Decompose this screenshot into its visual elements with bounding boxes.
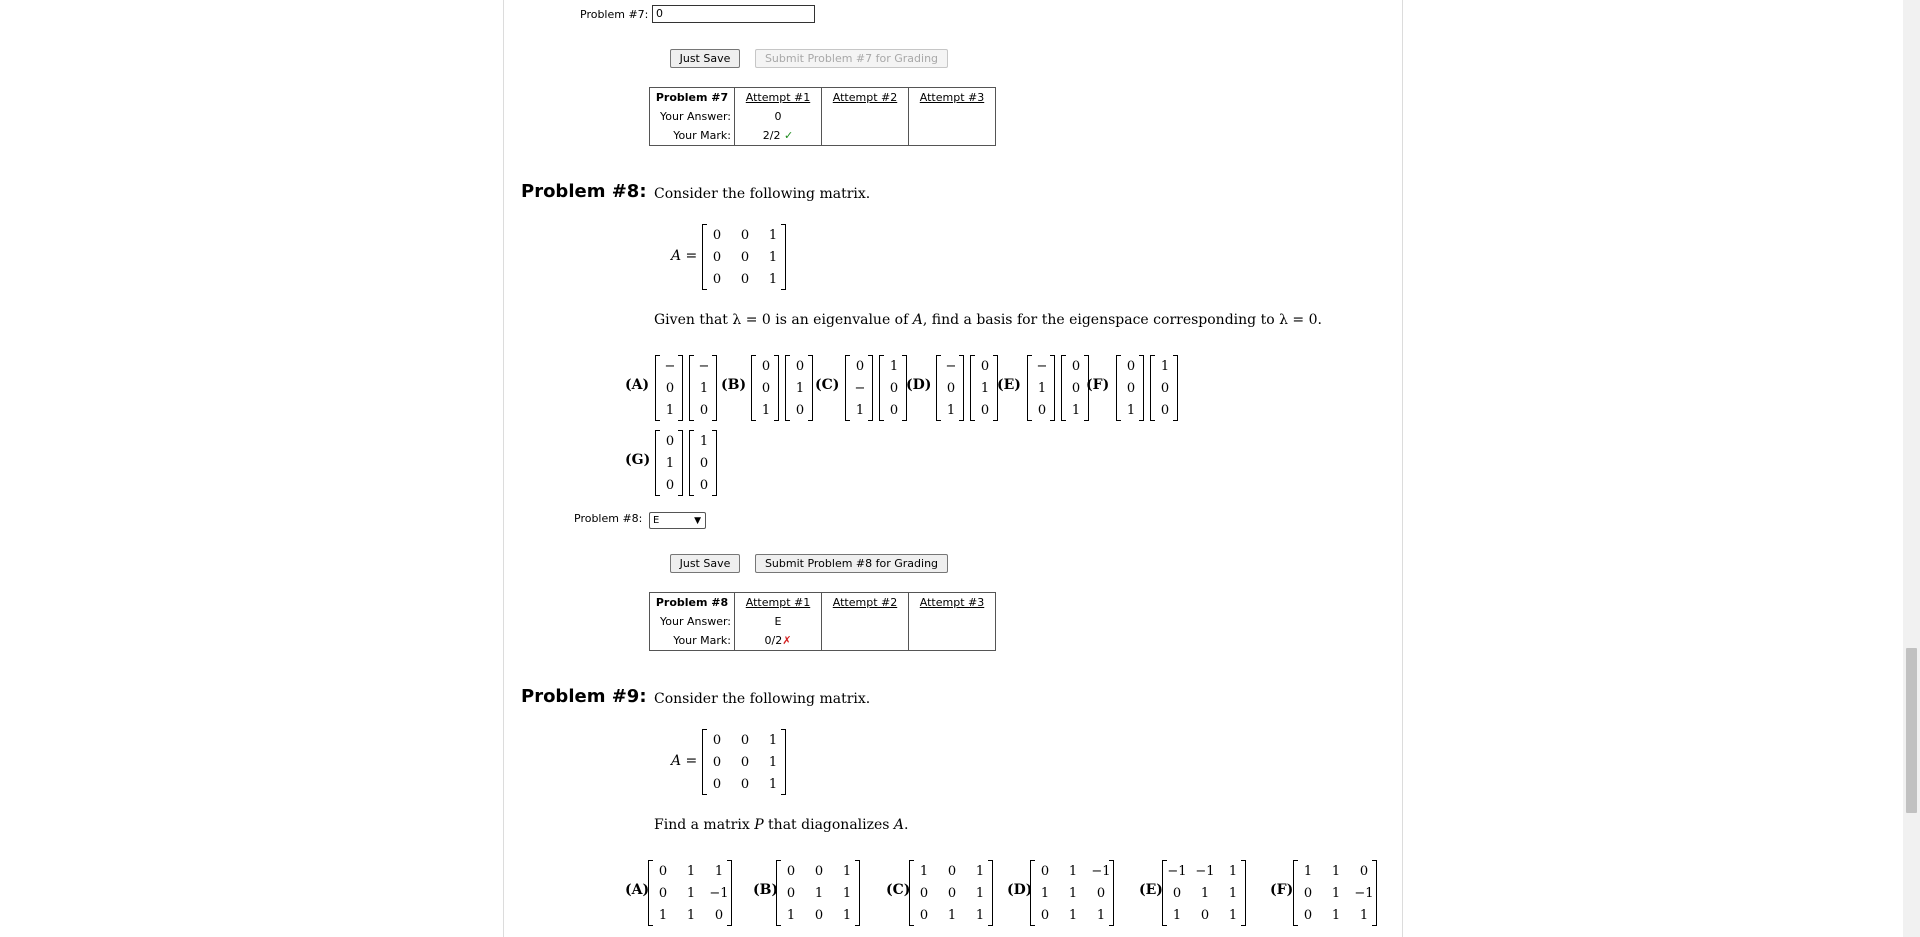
p9.options.0.matrix-cell: 1	[714, 863, 724, 879]
p7-your-answer-label: Your Answer:	[659, 110, 731, 123]
p8-answer-select[interactable]	[649, 512, 706, 529]
p8.options.5.vectors.1-cell: 0	[1160, 380, 1170, 396]
p9.options.5.matrix-cell: 0	[1359, 863, 1369, 879]
p9-option-label: (D)	[1007, 882, 1033, 898]
p8.options.2.vectors.1-cell: 0	[889, 380, 899, 396]
p8-attempt-1-link[interactable]: Attempt #1	[745, 596, 811, 609]
p8-attempt-2-link[interactable]: Attempt #2	[832, 596, 898, 609]
p8.matrix-cell: 1	[768, 227, 778, 243]
p8-attempts-table	[649, 592, 996, 651]
p8.matrix-cell: 1	[768, 249, 778, 265]
p8-select-label: Problem #8:	[574, 512, 643, 525]
p8.options.0.vectors.0-cell: 0	[665, 380, 675, 396]
p8.options.3.vectors.1-cell: 0	[980, 358, 990, 374]
p9.options.5.matrix-cell: 0	[1303, 907, 1313, 923]
p8.matrix-cell: 0	[740, 227, 750, 243]
p8.options.5.vectors.1-cell: 0	[1160, 402, 1170, 418]
p8.options.5.vectors.0-cell: 0	[1126, 358, 1136, 374]
p9.options.2.matrix-cell: 1	[919, 863, 929, 879]
p7-attempt-1-mark	[735, 126, 821, 145]
p9.options.4.matrix-cell: 1	[1228, 863, 1238, 879]
p9-intro: Consider the following matrix.	[654, 691, 871, 707]
p8-option-vector	[845, 355, 873, 421]
p9.options.4.matrix-cell: 1	[1228, 907, 1238, 923]
p9.options.2.matrix-cell: 0	[947, 863, 957, 879]
p9.matrix-cell: 0	[712, 732, 722, 748]
p9.options.2.matrix-cell: 0	[947, 885, 957, 901]
p8.options.0.vectors.1-cell: −	[698, 358, 710, 374]
p9.options.0.matrix-cell: 1	[686, 885, 696, 901]
p8-option-vector	[879, 355, 907, 421]
p9.options.0.matrix-cell: 0	[658, 885, 668, 901]
p8.options.5.vectors.0-cell: 0	[1126, 380, 1136, 396]
p9-option-label: (F)	[1270, 882, 1294, 898]
p9-question-pre: Find a matrix	[654, 817, 755, 833]
p9-option-matrix	[1293, 860, 1377, 926]
p8.options.0.vectors.1-cell: 1	[699, 380, 709, 396]
p9.matrix-cell: 0	[740, 754, 750, 770]
p8-option-vector	[1061, 355, 1089, 421]
p7-table-title: Problem #7	[655, 91, 729, 104]
p8.options.3.vectors.1-cell: 0	[980, 402, 990, 418]
p8.options.6.vectors.1-cell: 0	[699, 477, 709, 493]
p8.options.2.vectors.0-cell: 1	[855, 402, 865, 418]
p9.options.3.matrix-cell: 1	[1068, 863, 1078, 879]
p8-your-answer-label: Your Answer:	[659, 615, 731, 628]
p9.options.5.matrix-cell: 1	[1359, 907, 1369, 923]
p9-matrix	[702, 729, 786, 795]
p9.options.3.matrix-cell: 0	[1096, 885, 1106, 901]
p8-option-label: (D)	[906, 377, 932, 393]
p9.options.3.matrix-cell: 1	[1068, 885, 1078, 901]
p9.options.4.matrix-cell: 0	[1172, 885, 1182, 901]
p8.options.0.vectors.0-cell: −	[664, 358, 676, 374]
p8-matrix-label	[671, 248, 697, 264]
p9.options.2.matrix-cell: 1	[975, 863, 985, 879]
p9.options.3.matrix-cell: 0	[1040, 863, 1050, 879]
p9.options.1.matrix-cell: 1	[842, 863, 852, 879]
p8.options.4.vectors.0-cell: −	[1036, 358, 1048, 374]
p9.options.1.matrix-cell: 0	[786, 885, 796, 901]
p9.options.1.matrix-cell: 1	[814, 885, 824, 901]
p8.options.0.vectors.0-cell: 1	[665, 402, 675, 418]
p8-option-label: (F)	[1086, 377, 1110, 393]
p8-option-vector	[785, 355, 813, 421]
p9-option-matrix	[1030, 860, 1114, 926]
p9.options.2.matrix-cell: 1	[947, 907, 957, 923]
p7-attempt-2-link[interactable]: Attempt #2	[832, 91, 898, 104]
p8.matrix-cell: 0	[740, 249, 750, 265]
p8-question-var: A	[912, 312, 923, 328]
p9.options.3.matrix-cell: 0	[1040, 907, 1050, 923]
p7-your-mark-label: Your Mark:	[673, 129, 731, 142]
p8-mark-value: 0/2	[764, 634, 783, 647]
p9.options.4.matrix-cell: −1	[1167, 863, 1187, 879]
p8-option-label: (A)	[625, 377, 650, 393]
p9.options.5.matrix-cell: 1	[1303, 863, 1313, 879]
p9.options.4.matrix-cell: 1	[1228, 885, 1238, 901]
p8-question-post: , find a basis for the eigenspace corresponding to λ = 0.	[922, 312, 1322, 328]
p8.options.2.vectors.1-cell: 1	[889, 358, 899, 374]
p9.options.4.matrix-cell: 1	[1200, 885, 1210, 901]
p9.options.0.matrix-cell: 1	[658, 907, 668, 923]
p9.options.2.matrix-cell: 0	[919, 885, 929, 901]
p9.options.3.matrix-cell: 1	[1068, 907, 1078, 923]
p8.options.1.vectors.0-cell: 0	[761, 380, 771, 396]
p8.options.1.vectors.0-cell: 1	[761, 402, 771, 418]
p9.options.4.matrix-cell: 1	[1172, 907, 1182, 923]
p9-option-matrix	[648, 860, 732, 926]
p8.matrix-cell: 1	[768, 271, 778, 287]
p8-option-label: (E)	[997, 377, 1021, 393]
p8-option-vector	[655, 355, 683, 421]
p8.options.3.vectors.0-cell: 0	[946, 380, 956, 396]
p8.options.6.vectors.0-cell: 1	[665, 455, 675, 471]
p8.options.0.vectors.1-cell: 0	[699, 402, 709, 418]
p7-just-save-button[interactable]: Just Save	[670, 49, 740, 68]
p8.options.6.vectors.1-cell: 1	[699, 433, 709, 449]
p9-option-matrix	[909, 860, 993, 926]
p8-matrix	[702, 224, 786, 290]
p9-title: Problem #9:	[521, 686, 647, 707]
p7-attempts-table	[649, 87, 996, 146]
p8.options.4.vectors.1-cell: 0	[1071, 358, 1081, 374]
p8-question-pre: Given that λ = 0 is an eigenvalue of	[654, 312, 913, 328]
p8-option-label: (G)	[625, 452, 651, 468]
p9-matrix-label-text: A =	[671, 753, 698, 769]
p8.options.2.vectors.0-cell: −	[854, 380, 866, 396]
p8.matrix-cell: 0	[740, 271, 750, 287]
p8.options.1.vectors.1-cell: 1	[795, 380, 805, 396]
p9-option-matrix	[1162, 860, 1246, 926]
p9.options.1.matrix-cell: 0	[786, 863, 796, 879]
p9.options.1.matrix-cell: 0	[814, 863, 824, 879]
p8-option-label: (C)	[815, 377, 840, 393]
p8.options.4.vectors.0-cell: 1	[1037, 380, 1047, 396]
p8-submit-button[interactable]: Submit Problem #8 for Grading	[755, 554, 948, 573]
p9.options.5.matrix-cell: 1	[1331, 863, 1341, 879]
p8-option-vector	[689, 430, 717, 496]
p9-option-label: (E)	[1139, 882, 1163, 898]
p8.options.1.vectors.0-cell: 0	[761, 358, 771, 374]
p7-answer-label: Problem #7:	[580, 8, 649, 21]
p8.matrix-cell: 0	[712, 249, 722, 265]
p8.matrix-cell: 0	[712, 227, 722, 243]
p9.options.5.matrix-cell: 1	[1331, 885, 1341, 901]
p8-attempt-1-mark	[735, 631, 821, 650]
p8-option-vector	[970, 355, 998, 421]
p8-question	[654, 312, 1322, 328]
p8-option-vector	[655, 430, 683, 496]
p8.options.5.vectors.1-cell: 1	[1160, 358, 1170, 374]
p9.options.3.matrix-cell: 1	[1040, 885, 1050, 901]
p9-option-matrix	[776, 860, 860, 926]
p8.options.3.vectors.1-cell: 1	[980, 380, 990, 396]
p9.options.0.matrix-cell: 1	[686, 907, 696, 923]
p9.options.2.matrix-cell: 1	[975, 885, 985, 901]
p8.options.4.vectors.1-cell: 0	[1071, 380, 1081, 396]
p9-matrix-label	[671, 753, 697, 769]
p8-just-save-button[interactable]: Just Save	[670, 554, 740, 573]
p9-option-label: (C)	[886, 882, 911, 898]
p8.options.6.vectors.0-cell: 0	[665, 477, 675, 493]
p8.options.1.vectors.1-cell: 0	[795, 402, 805, 418]
p9.matrix-cell: 0	[740, 732, 750, 748]
p9.options.4.matrix-cell: 0	[1200, 907, 1210, 923]
p8-your-mark-label: Your Mark:	[673, 634, 731, 647]
p9.options.5.matrix-cell: −1	[1354, 885, 1374, 901]
check-icon: ✓	[783, 129, 794, 142]
p8.options.4.vectors.1-cell: 1	[1071, 402, 1081, 418]
p7-attempt-1-answer: 0	[774, 110, 782, 123]
p8.options.5.vectors.0-cell: 1	[1126, 402, 1136, 418]
p9.options.1.matrix-cell: 1	[786, 907, 796, 923]
p9.options.0.matrix-cell: 1	[686, 863, 696, 879]
p9-question-end: .	[904, 817, 909, 833]
p7-mark-value: 2/2	[762, 129, 781, 142]
p8-option-vector	[1150, 355, 1178, 421]
p9.options.3.matrix-cell: 1	[1096, 907, 1106, 923]
p8.options.2.vectors.1-cell: 0	[889, 402, 899, 418]
p9-question-var2: A	[893, 817, 905, 833]
p9.matrix-cell: 1	[768, 754, 778, 770]
p9.options.1.matrix-cell: 1	[842, 885, 852, 901]
cross-icon: ✗	[782, 634, 792, 647]
p8-option-vector	[751, 355, 779, 421]
p7-attempt-1-link[interactable]: Attempt #1	[745, 91, 811, 104]
p8.options.3.vectors.0-cell: −	[945, 358, 957, 374]
p9-option-label: (A)	[625, 882, 650, 898]
p8.options.1.vectors.1-cell: 0	[795, 358, 805, 374]
p9.options.0.matrix-cell: −1	[709, 885, 729, 901]
p9.options.1.matrix-cell: 1	[842, 907, 852, 923]
p8-option-vector	[936, 355, 964, 421]
p9.options.5.matrix-cell: 0	[1303, 885, 1313, 901]
p9.options.2.matrix-cell: 0	[919, 907, 929, 923]
p8-title: Problem #8:	[521, 181, 647, 202]
p8-option-label: (B)	[721, 377, 747, 393]
p9.options.5.matrix-cell: 1	[1331, 907, 1341, 923]
p9-question	[654, 817, 909, 833]
p9.matrix-cell: 1	[768, 776, 778, 792]
p8-option-vector	[689, 355, 717, 421]
p7-attempt-3-link[interactable]: Attempt #3	[919, 91, 985, 104]
p8.options.3.vectors.0-cell: 1	[946, 402, 956, 418]
chevron-down-icon: ▼	[694, 516, 701, 526]
p9.matrix-cell: 0	[712, 776, 722, 792]
p8-attempt-3-link[interactable]: Attempt #3	[919, 596, 985, 609]
p8.options.4.vectors.0-cell: 0	[1037, 402, 1047, 418]
p9.matrix-cell: 0	[712, 754, 722, 770]
scrollbar-thumb[interactable]	[1906, 648, 1917, 813]
p8.matrix-cell: 0	[712, 271, 722, 287]
p9.options.2.matrix-cell: 1	[975, 907, 985, 923]
p8.options.6.vectors.1-cell: 0	[699, 455, 709, 471]
p8-option-vector	[1116, 355, 1144, 421]
p8-table-title: Problem #8	[655, 596, 729, 609]
p9.options.4.matrix-cell: −1	[1195, 863, 1215, 879]
p9-question-var: P	[754, 817, 764, 833]
p9.matrix-cell: 0	[740, 776, 750, 792]
p9-option-label: (B)	[753, 882, 779, 898]
p9.options.3.matrix-cell: −1	[1091, 863, 1111, 879]
p9-question-post: that diagonalizes	[763, 817, 894, 833]
p8.options.2.vectors.0-cell: 0	[855, 358, 865, 374]
p8-attempt-1-answer: E	[774, 615, 782, 628]
p7-answer-input[interactable]: 0	[652, 5, 815, 23]
p9.options.0.matrix-cell: 0	[658, 863, 668, 879]
p8-selected-value: E	[653, 515, 660, 526]
p8.options.6.vectors.0-cell: 0	[665, 433, 675, 449]
problem-page	[503, 0, 1403, 937]
p9.matrix-cell: 1	[768, 732, 778, 748]
p8-option-vector	[1027, 355, 1055, 421]
p9.options.0.matrix-cell: 0	[714, 907, 724, 923]
p8-matrix-label-text: A =	[671, 248, 698, 264]
p8-intro: Consider the following matrix.	[654, 186, 871, 202]
p9.options.1.matrix-cell: 0	[814, 907, 824, 923]
p7-submit-button[interactable]: Submit Problem #7 for Grading	[755, 49, 948, 68]
